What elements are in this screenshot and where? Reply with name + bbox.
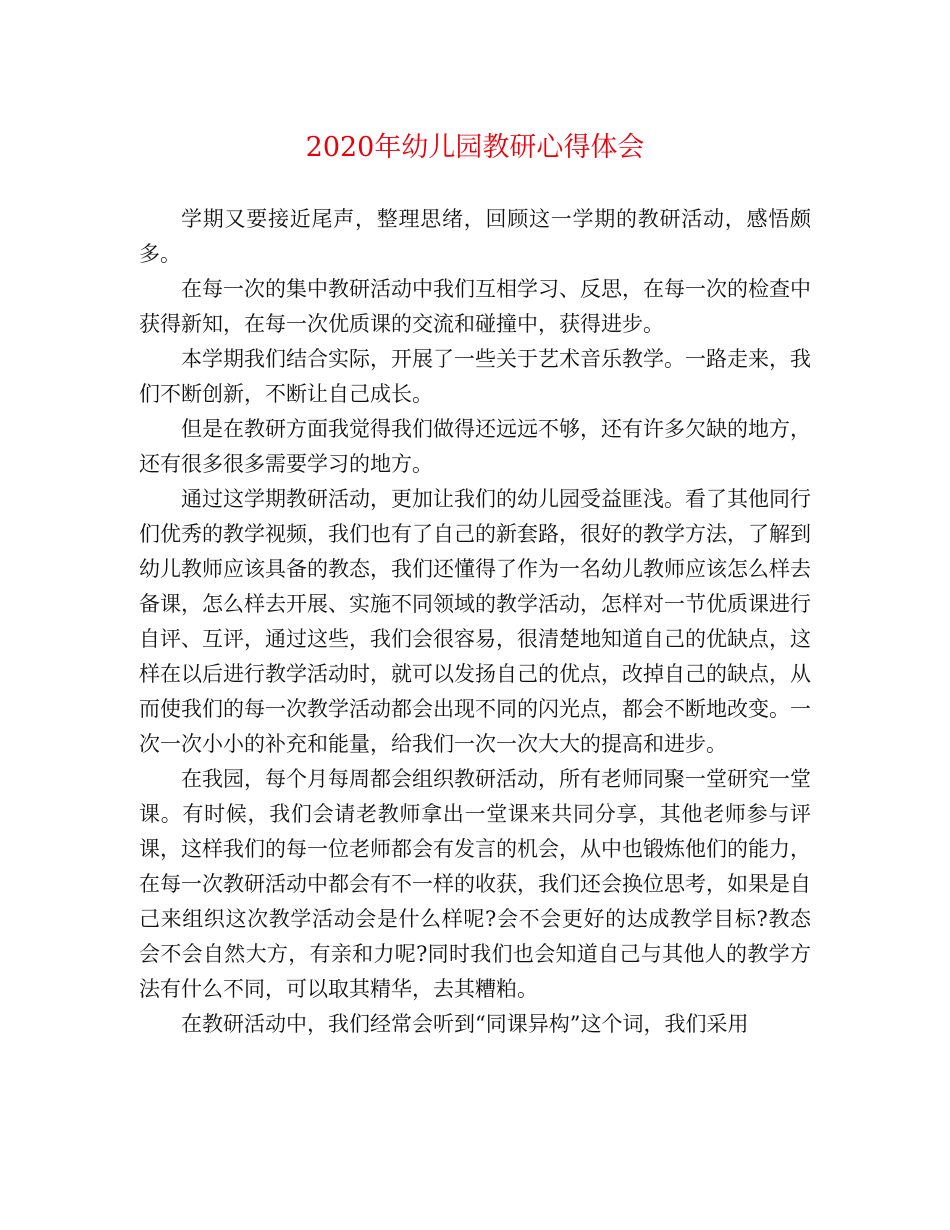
paragraph: 通过这学期教研活动，更加让我们的幼儿园受益匪浅。看了其他同行们优秀的教学视频，我们也有了自己的新套路，很好的教学方法，了解到幼儿教师应该具备的教态，我们还懂得了作为一名幼儿教师应该怎么样去备课，怎么样去开展、实施不同领域的教学活动，怎样对一节优质课进行自评、互评，通过这些，我们会很容易，很清楚地知道自己的优缺点，这样在以后进行教学活动时，就可以发扬自己的优点，改掉自己的缺点，从而使我们的每一次教学活动都会出现不同的闪光点，都会不断地改变。一次一次小小的补充和能量，给我们一次一次大大的提高和进步。: [139, 487, 811, 756]
paragraph: 本学期我们结合实际，开展了一些关于艺术音乐教学。一路走来，我们不断创新，不断让自己成长。: [139, 347, 811, 406]
document-body: [139, 202, 811, 1042]
paragraph: 在我园，每个月每周都会组织教研活动，所有老师同聚一堂研究一堂课。有时候，我们会请老教师拿出一堂课来共同分享，其他老师参与评课，这样我们的每一位老师都会有发言的机会，从中也锻炼他们的能力，在每一次教研活动中都会有不一样的收获，我们还会换位思考，如果是自己来组织这次教学活动会是什么样呢?会不会更好的达成教学目标?教态会不会自然大方，有亲和力呢?同时我们也会知道自己与其他人的教学方法有什么不同，可以取其精华，去其糟粕。: [139, 767, 811, 1001]
paragraph: 在每一次的集中教研活动中我们互相学习、反思，在每一次的检查中获得新知，在每一次优质课的交流和碰撞中，获得进步。: [139, 277, 811, 336]
paragraph: 学期又要接近尾声，整理思绪，回顾这一学期的教研活动，感悟颇多。: [139, 207, 811, 266]
paragraph: 但是在教研方面我觉得我们做得还远远不够，还有许多欠缺的地方，还有很多很多需要学习的地方。: [139, 417, 811, 476]
document-title: 2020年幼儿园教研心得体会: [305, 132, 645, 163]
paragraph: 在教研活动中，我们经常会听到“同课异构”这个词，我们采用: [181, 1012, 749, 1036]
